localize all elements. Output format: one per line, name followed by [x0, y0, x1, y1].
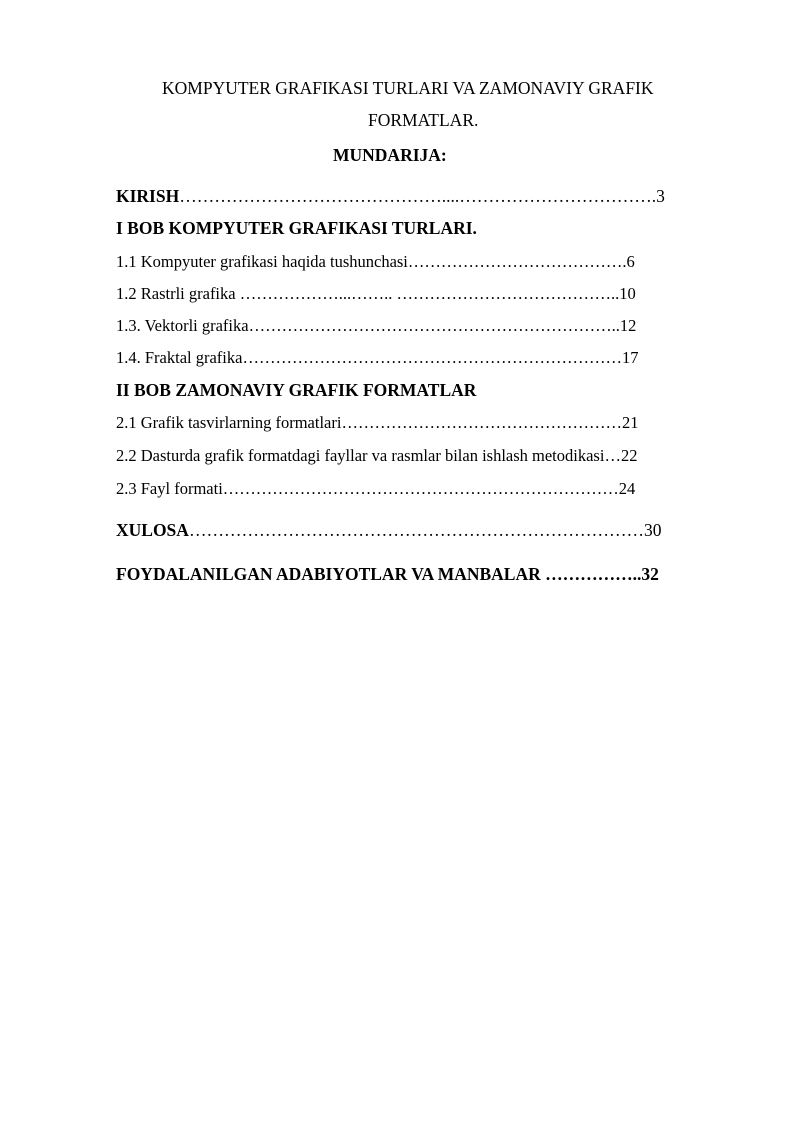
toc-entry-page: 6 [626, 252, 635, 271]
toc-entry-page: 30 [643, 520, 662, 540]
toc-entry-leader: …………………………………………… [341, 413, 622, 432]
toc-entry-label: 1.1 Kompyuter grafikasi haqida tushunchasi [116, 252, 408, 271]
toc-entry-leader: ………………………………………………………….. [248, 316, 620, 335]
toc-entry-leader: … [604, 446, 621, 465]
toc-chapter-1 [116, 218, 477, 239]
toc-entry-2-3 [116, 479, 635, 499]
toc-entry-leader: …………………………………. [407, 252, 627, 271]
document-title-line-1: KOMPYUTER GRAFIKASI TURLARI VA ZAMONAVIY GRAFIK [162, 78, 654, 98]
toc-entry-2-1 [116, 413, 638, 433]
toc-entry-label: KIRISH [116, 186, 180, 206]
contents-heading: MUNDARIJA: [333, 145, 447, 165]
toc-entry-label: FOYDALANILGAN ADABIYOTLAR VA MANBALAR [116, 564, 546, 584]
toc-entry-2-2 [116, 446, 637, 466]
toc-entry-label: XULOSA [116, 520, 189, 540]
toc-entry-label: 2.2 Dasturda grafik formatdagi fayllar va rasmlar bilan ishlash metodikasi [116, 446, 605, 465]
toc-entry-page: 10 [619, 284, 636, 303]
toc-entry-leader: ……………………………………………………………… [222, 479, 619, 498]
toc-entry-1-3 [116, 316, 636, 336]
toc-entry-leader: …………………………………………………………… [242, 348, 622, 367]
toc-entry-page: 17 [621, 348, 639, 367]
toc-entry-page: 21 [621, 413, 639, 432]
toc-entry-page: 24 [618, 479, 636, 498]
toc-entry-page: 32 [641, 564, 659, 584]
toc-entry-label: 1.2 Rastrli grafika [116, 284, 240, 303]
toc-entry-xulosa [116, 520, 661, 541]
toc-entry-label: 2.1 Grafik tasvirlarning formatlari [116, 413, 342, 432]
toc-chapter-label: II BOB ZAMONAVIY GRAFIK FORMATLAR [116, 380, 477, 400]
toc-entry-label: 1.3. Vektorli grafika [116, 316, 249, 335]
toc-entry-leader: ………………...…….. ………………………………….. [239, 284, 620, 303]
toc-entry-label: 2.3 Fayl formati [116, 479, 223, 498]
toc-entry-leader: ………………………………………....……………………………. [179, 186, 657, 206]
toc-chapter-label: I BOB KOMPYUTER GRAFIKASI TURLARI. [116, 218, 477, 238]
toc-entry-leader: …………….. [545, 564, 642, 584]
toc-entry-foydalanilgan [116, 564, 659, 585]
toc-entry-1-2 [116, 284, 636, 304]
toc-entry-label: 1.4. Fraktal grafika [116, 348, 243, 367]
toc-entry-page: 3 [656, 186, 665, 206]
toc-entry-1-4 [116, 348, 638, 368]
toc-entry-page: 12 [619, 316, 637, 335]
toc-entry-page: 22 [620, 446, 638, 465]
document-title-line-2: FORMATLAR. [368, 110, 479, 130]
toc-entry-leader: …………………………………………………………………… [188, 520, 644, 540]
toc-entry-kirish [116, 186, 665, 207]
toc-chapter-2 [116, 380, 476, 401]
toc-entry-1-1 [116, 252, 635, 272]
